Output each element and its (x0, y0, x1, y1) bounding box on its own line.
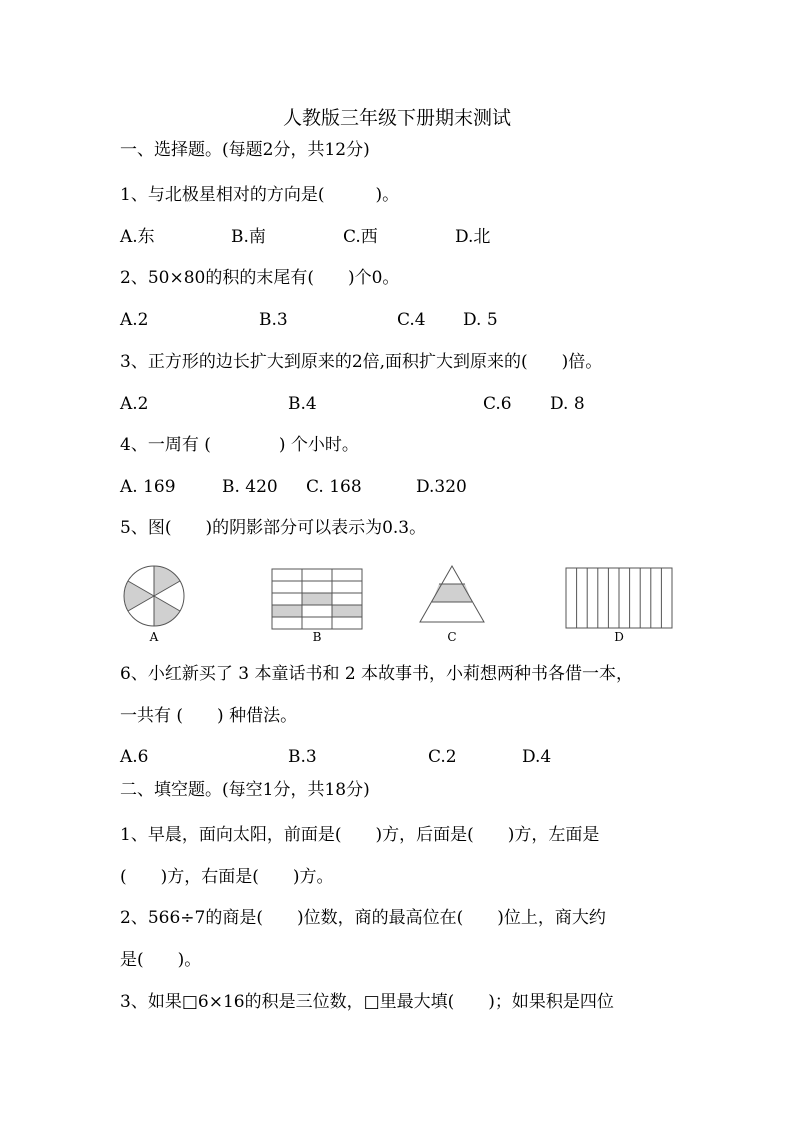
fill-1-line-1: 1、早晨，面向太阳，前面是( )方，后面是( )方，左面是 (120, 825, 600, 845)
q2-option-b: B.3 (259, 310, 288, 330)
question-1: 1、与北极星相对的方向是( )。 (120, 185, 400, 205)
question-2: 2、50×80的积的末尾有( )个0。 (120, 268, 400, 288)
q3-option-c: C.6 (483, 394, 512, 414)
figure-c-triangle (420, 566, 484, 622)
fill-2-line-2: 是( )。 (120, 950, 202, 970)
q3-option-a: A.2 (120, 394, 149, 414)
q6-option-b: B.3 (288, 747, 317, 767)
section-2-heading: 二、填空题。(每空1分，共18分) (120, 780, 370, 800)
q6-option-c: C.2 (428, 747, 457, 767)
q1-option-b: B.南 (231, 227, 266, 247)
q4-option-c: C. 168 (306, 477, 362, 497)
q3-option-d: D. 8 (550, 394, 585, 414)
q1-option-a: A.东 (120, 227, 155, 247)
q2-option-d: D. 5 (463, 310, 498, 330)
q1-option-d: D.北 (455, 227, 491, 247)
q4-option-b: B. 420 (222, 477, 278, 497)
q4-option-d: D.320 (416, 477, 467, 497)
q6-option-a: A.6 (120, 747, 149, 767)
question-6-line-2: 一共有 ( ) 种借法。 (120, 706, 298, 726)
figure-a-circle (124, 566, 184, 626)
fill-2-line-1: 2、566÷7的商是( )位数，商的最高位在( )位上，商大约 (120, 908, 606, 928)
figure-d-label: D (614, 630, 624, 644)
section-1-heading: 一、选择题。(每题2分，共12分) (120, 140, 370, 160)
q3-option-b: B.4 (288, 394, 317, 414)
question-3: 3、正方形的边长扩大到原来的2倍,面积扩大到原来的( )倍。 (120, 352, 603, 372)
figure-a-label: A (149, 630, 159, 644)
page-title: 人教版三年级下册期末测试 (282, 107, 511, 129)
fill-1-line-2: ( )方，右面是( )方。 (120, 867, 334, 887)
q2-option-a: A.2 (120, 310, 149, 330)
figure-b-label: B (312, 630, 322, 644)
question-6-line-1: 6、小红新买了 3 本童话书和 2 本故事书，小莉想两种书各借一本， (120, 664, 634, 684)
q2-option-c: C.4 (397, 310, 426, 330)
question-5: 5、图( )的阴影部分可以表示为0.3。 (120, 518, 427, 538)
q1-option-c: C.西 (343, 227, 378, 247)
q6-option-d: D.4 (522, 747, 552, 767)
question-4: 4、一周有 ( ) 个小时。 (120, 435, 359, 455)
figure-d-strips (566, 568, 672, 628)
fill-3-line-1: 3、如果□6×16的积是三位数，□里最大填( )；如果积是四位 (120, 992, 614, 1012)
figure-b-grid (272, 569, 362, 629)
q4-option-a: A. 169 (120, 477, 176, 497)
figure-c-label: C (447, 630, 457, 644)
